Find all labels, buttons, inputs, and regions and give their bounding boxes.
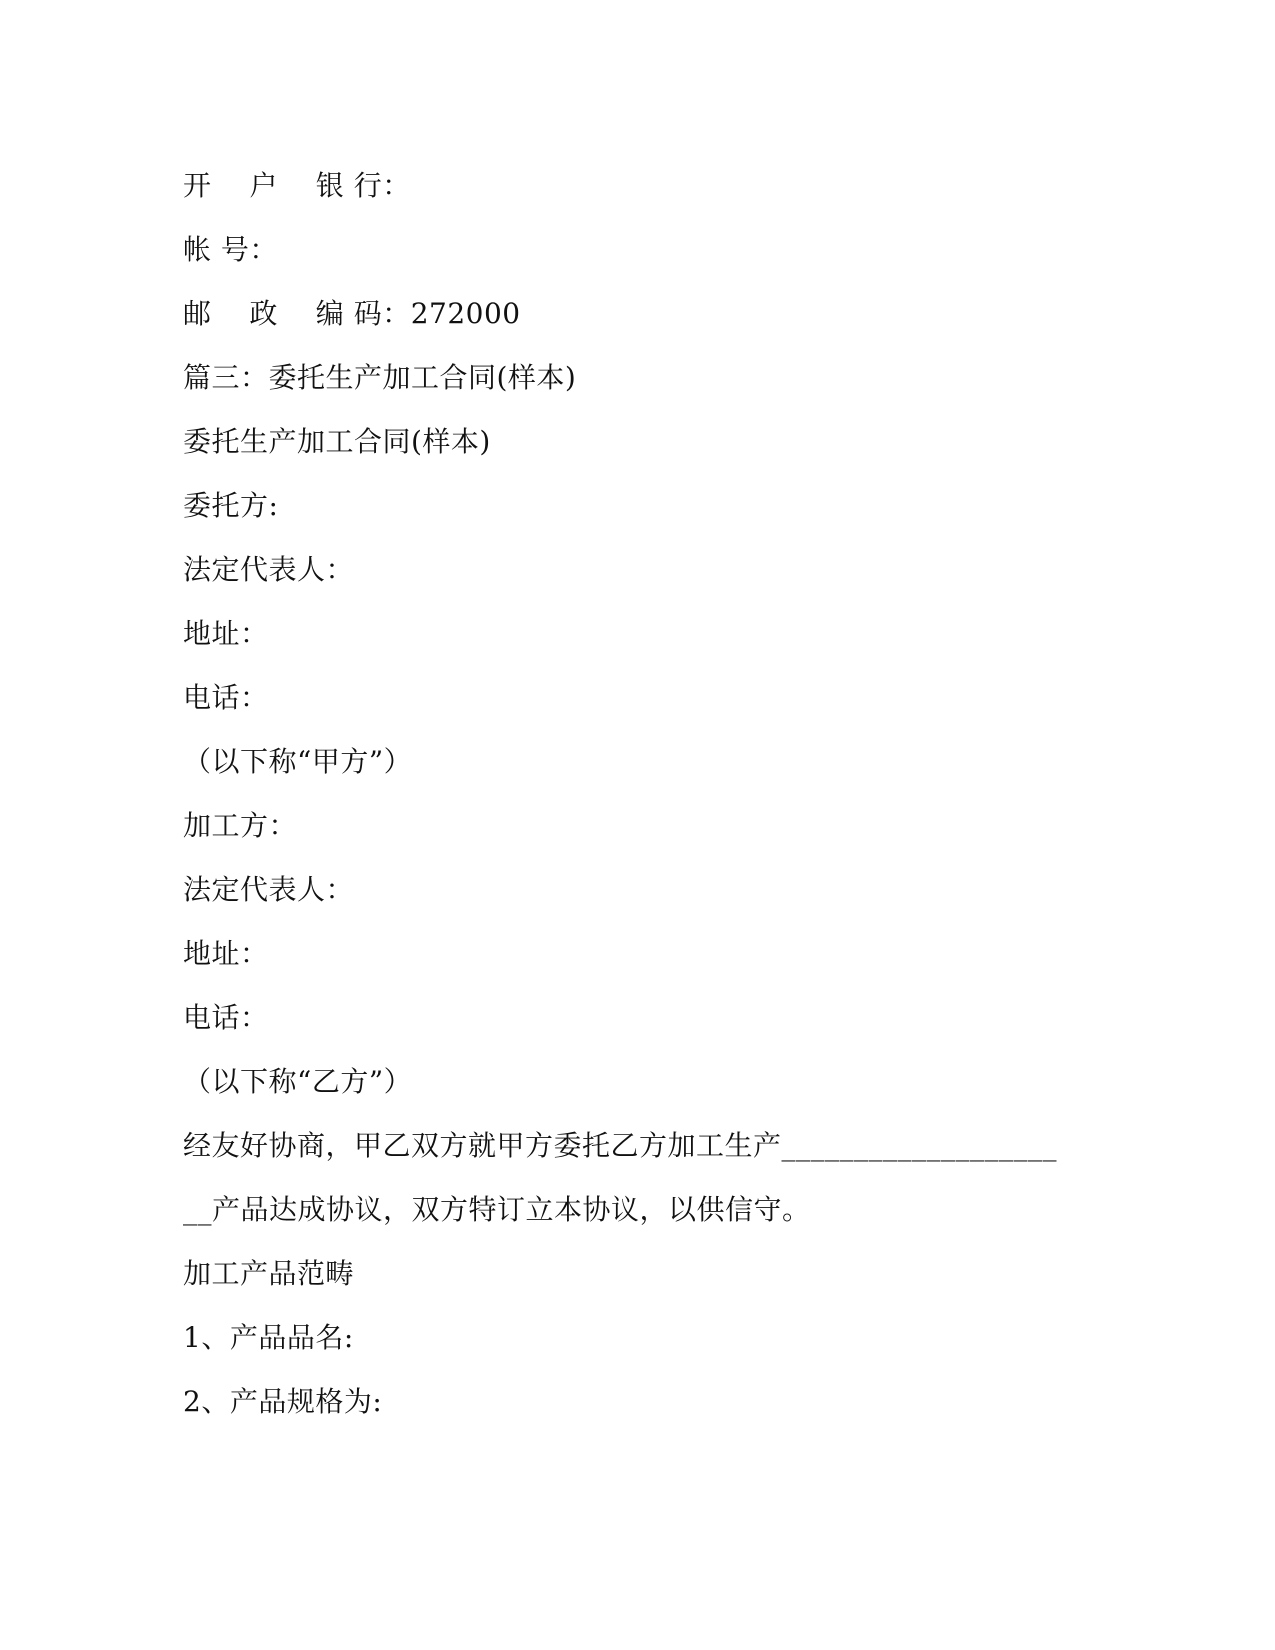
document-body [183,162,1123,1442]
party-a-note: （以下称“甲方”） [183,745,413,778]
bank-line: 开 户 银 行： [183,169,411,202]
processor-party-line: 加工方： [183,809,298,842]
processor-phone-line: 电话： [183,1001,269,1034]
client-phone-line: 电话： [183,681,269,714]
contract-title: 委托生产加工合同(样本) [183,425,491,458]
agreement-paragraph-line-2: __产品达成协议，双方特订立本协议，以供信守。 [183,1193,811,1226]
section-heading: 篇三：委托生产加工合同(样本) [183,361,577,394]
client-legal-rep-line: 法定代表人： [183,553,355,586]
processor-address-line: 地址： [183,937,269,970]
scope-heading: 加工产品范畴 [183,1257,355,1290]
postal-code-line: 邮 政 编 码：272000 [183,297,521,330]
agreement-paragraph-line-1: 经友好协商，甲乙双方就甲方委托乙方加工生产___________________ [183,1129,1058,1162]
account-line: 帐 号： [183,233,278,266]
client-address-line: 地址： [183,617,269,650]
product-spec-item: 2、产品规格为: [183,1385,383,1418]
client-party-line: 委托方: [183,489,279,522]
party-b-note: （以下称“乙方”） [183,1065,413,1098]
product-name-item: 1、产品品名: [183,1321,354,1354]
processor-legal-rep-line: 法定代表人： [183,873,355,906]
